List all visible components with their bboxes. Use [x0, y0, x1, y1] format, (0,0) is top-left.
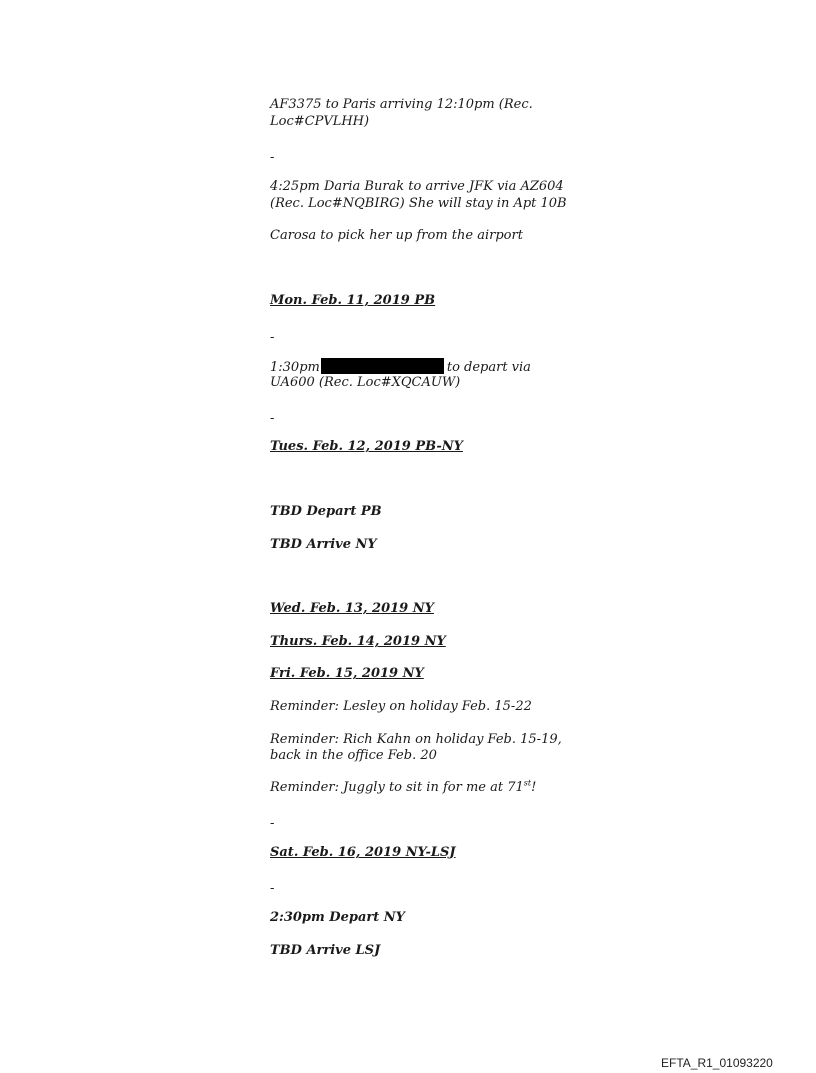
ua-departure-line-2: UA600 (Rec. Loc#XQCAUW)	[270, 375, 461, 390]
reminder-rich-line-1: Reminder: Rich Kahn on holiday Feb. 15-19,	[270, 732, 562, 747]
reminder-juggly	[270, 780, 536, 796]
af-flight-line-1: AF3375 to Paris arriving 12:10pm (Rec.	[270, 97, 533, 112]
date-heading-wed-feb-13: Wed. Feb. 13, 2019 NY	[270, 601, 434, 616]
separator-dash: -	[270, 150, 275, 165]
ordinal-suffix: st	[523, 778, 532, 788]
date-heading-tue-feb-12: Tues. Feb. 12, 2019 PB-NY	[270, 439, 463, 454]
separator-dash: -	[270, 881, 275, 896]
daria-arrival-line-1: 4:25pm Daria Burak to arrive JFK via AZ604	[270, 179, 564, 194]
ua-departure-time: 1:30pm	[270, 360, 320, 375]
af-flight-line-2: Loc#CPVLHH)	[270, 114, 370, 129]
tbd-depart-pb: TBD Depart PB	[270, 504, 382, 519]
tbd-arrive-lsj: TBD Arrive LSJ	[270, 943, 381, 958]
date-heading-mon-feb-11: Mon. Feb. 11, 2019 PB	[270, 293, 436, 308]
tbd-arrive-ny: TBD Arrive NY	[270, 537, 377, 552]
date-heading-thu-feb-14: Thurs. Feb. 14, 2019 NY	[270, 634, 446, 649]
reminder-juggly-text: Reminder: Juggly to sit in for me at 71	[270, 780, 524, 795]
reminder-lesley: Reminder: Lesley on holiday Feb. 15-22	[270, 699, 532, 714]
carosa-pickup-note: Carosa to pick her up from the airport	[270, 228, 523, 243]
redaction-block	[321, 358, 444, 374]
depart-ny-time: 2:30pm Depart NY	[270, 910, 405, 925]
separator-dash: -	[270, 816, 275, 831]
reminder-rich-line-2: back in the office Feb. 20	[270, 748, 437, 763]
separator-dash: -	[270, 330, 275, 345]
ua-departure-text: to depart via	[446, 360, 531, 375]
bates-number: EFTA_R1_01093220	[661, 1056, 773, 1070]
reminder-juggly-exclamation: !	[531, 780, 537, 795]
separator-dash: -	[270, 411, 275, 426]
date-heading-fri-feb-15: Fri. Feb. 15, 2019 NY	[270, 666, 424, 681]
date-heading-sat-feb-16: Sat. Feb. 16, 2019 NY-LSJ	[270, 845, 456, 860]
daria-arrival-line-2: (Rec. Loc#NQBIRG) She will stay in Apt 10B	[270, 196, 567, 211]
ua-departure-line-1	[270, 358, 531, 376]
